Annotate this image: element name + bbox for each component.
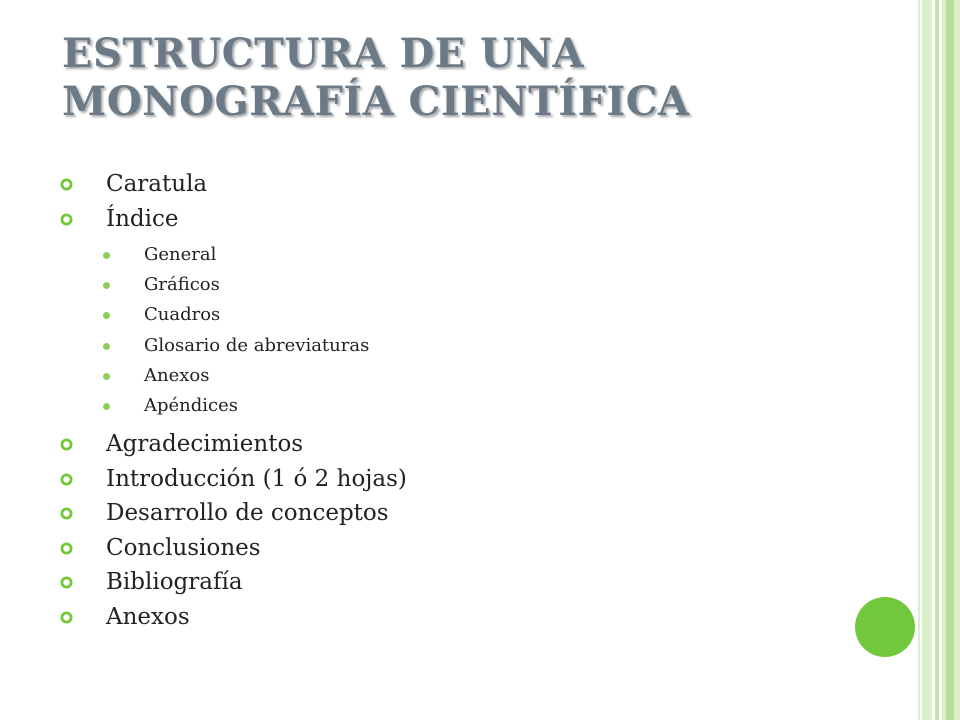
list-item	[60, 600, 840, 635]
decorative-green-circle	[855, 597, 915, 657]
ring-bullet-icon	[60, 438, 73, 451]
dot-bullet-icon	[103, 403, 110, 410]
dot-bullet-icon	[103, 373, 110, 380]
sub-list-item-label: Cuadros	[144, 304, 221, 326]
sub-list-item	[60, 361, 840, 391]
list-item	[60, 565, 840, 600]
dot-bullet-icon	[103, 312, 110, 319]
list-item-label: Introducción (1 ó 2 hojas)	[106, 465, 407, 492]
sub-list-item-label: Glosario de abreviaturas	[144, 334, 370, 356]
title-line-1: ESTRUCTURA DE UNA	[62, 30, 585, 77]
list-item-label: Caratula	[106, 171, 208, 197]
list-item	[60, 202, 840, 237]
ring-bullet-icon	[60, 213, 73, 226]
sub-list-item-label: Anexos	[144, 364, 210, 386]
sub-list-item	[60, 331, 840, 361]
list-item	[60, 531, 840, 566]
ring-bullet-icon	[60, 178, 73, 191]
slide-title	[62, 30, 882, 126]
list-item	[60, 167, 840, 202]
ring-bullet-icon	[60, 507, 73, 520]
sub-list-item-label: Apéndices	[144, 394, 239, 416]
sub-list	[60, 240, 840, 421]
ring-bullet-icon	[60, 473, 73, 486]
sub-list-item	[60, 391, 840, 421]
decorative-stripes	[918, 0, 960, 720]
list-item-label: Anexos	[106, 603, 190, 630]
sub-list-item-label: General	[144, 244, 217, 265]
title-line-2: MONOGRAFÍA CIENTÍFICA	[62, 78, 690, 125]
list-item-label: Índice	[106, 205, 179, 232]
ring-bullet-icon	[60, 611, 73, 624]
dot-bullet-icon	[103, 282, 110, 289]
list-item	[60, 427, 840, 462]
sub-list-item-label: Gráficos	[144, 274, 220, 296]
sub-list-item	[60, 270, 840, 300]
sub-list-item	[60, 300, 840, 330]
list-item-label: Agradecimientos	[106, 431, 304, 458]
list-item-label: Bibliografía	[106, 569, 243, 596]
list-item-label: Conclusiones	[106, 534, 261, 561]
ring-bullet-icon	[60, 576, 73, 589]
sub-list-item	[60, 240, 840, 270]
bullet-list	[60, 167, 840, 634]
list-item-label: Desarrollo de conceptos	[106, 500, 389, 527]
ring-bullet-icon	[60, 542, 73, 555]
dot-bullet-icon	[103, 343, 110, 350]
dot-bullet-icon	[103, 252, 110, 259]
list-item	[60, 462, 840, 497]
list-item	[60, 496, 840, 531]
